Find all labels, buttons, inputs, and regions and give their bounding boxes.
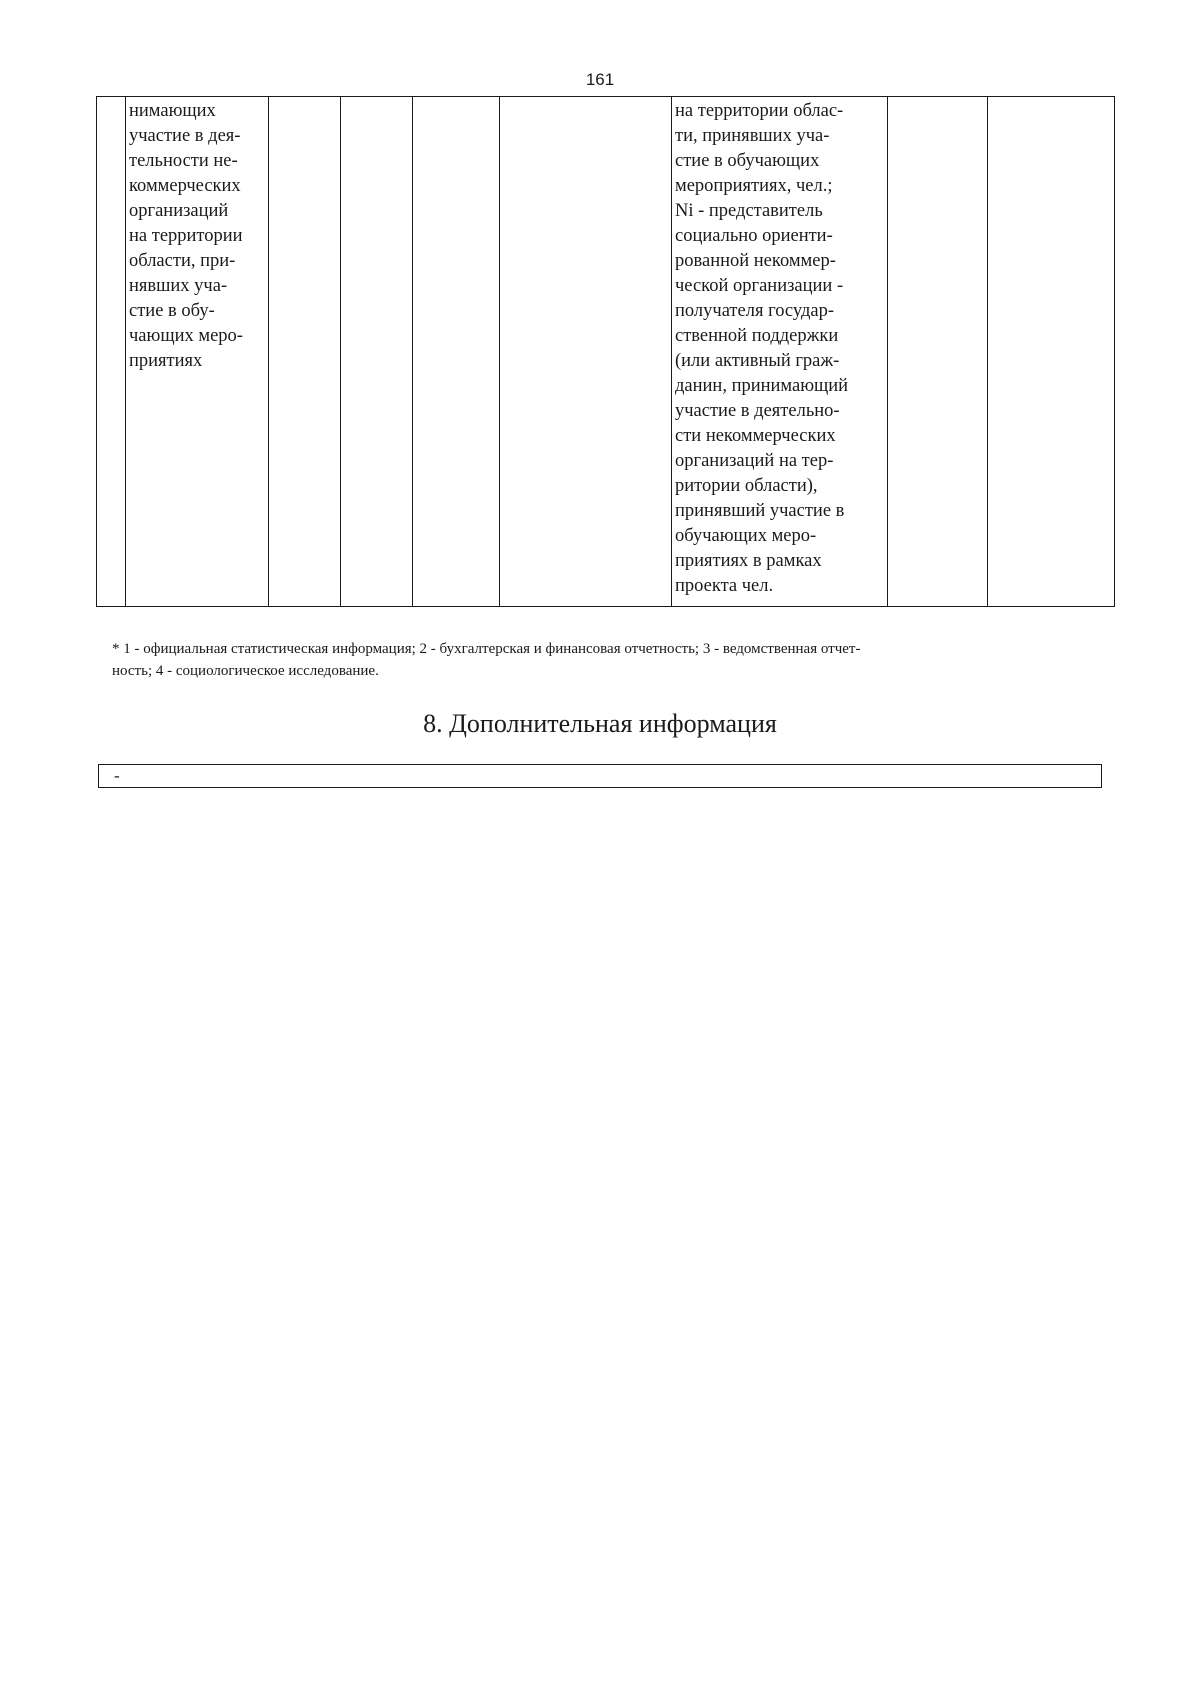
indicator-name-text xyxy=(126,97,268,374)
cell-line: обучающих меро- xyxy=(675,526,817,546)
cell-line: на территории xyxy=(129,226,243,246)
cell-line: стие в обучающих xyxy=(675,151,820,171)
cell-line: приятиях xyxy=(129,351,203,371)
table-row xyxy=(97,97,1115,607)
cell-line: проекта чел. xyxy=(675,576,774,596)
cell-line: ритории области), xyxy=(675,476,818,496)
cell-line: ческой организации - xyxy=(675,276,844,296)
cell-line: участие в дея- xyxy=(129,126,241,146)
cell-line: (или активный граж- xyxy=(675,351,840,371)
cell-line: участие в деятельно- xyxy=(675,401,840,421)
methodology-text xyxy=(672,97,887,599)
cell-line: получателя государ- xyxy=(675,301,835,321)
footnote-line: * 1 - официальная статистическая информация; 2 - бухгалтерская и финансовая отчетность; 3 - ведомственная отчет- xyxy=(112,641,861,657)
indicator-table xyxy=(96,96,1115,607)
cell-line: рованной некоммер- xyxy=(675,251,836,271)
cell-line: коммерческих xyxy=(129,176,241,196)
cell-line: мероприятиях, чел.; xyxy=(675,176,833,196)
page-number: 161 xyxy=(585,70,615,89)
cell-line: принявший участие в xyxy=(675,501,845,521)
cell-line: нимающих xyxy=(129,101,216,121)
cell-line: тельности не- xyxy=(129,151,238,171)
cell-line: социально ориенти- xyxy=(675,226,833,246)
table-cell xyxy=(500,97,672,607)
additional-info-text: - xyxy=(114,766,120,785)
cell-line: сти некоммерческих xyxy=(675,426,836,446)
section-title: 8. Дополнительная информация xyxy=(423,709,777,738)
footnote xyxy=(112,638,1097,682)
cell-line: Ni - представитель xyxy=(675,201,823,221)
cell-line: ственной поддержки xyxy=(675,326,839,346)
cell-line: стие в обу- xyxy=(129,301,215,321)
table-cell-indicator-name xyxy=(126,97,269,607)
cell-line: на территории облас- xyxy=(675,101,844,121)
cell-line: ти, принявших уча- xyxy=(675,126,830,146)
table-cell xyxy=(269,97,341,607)
cell-line: организаций на тер- xyxy=(675,451,834,471)
cell-line: чающих меро- xyxy=(129,326,243,346)
cell-line: приятиях в рамках xyxy=(675,551,822,571)
cell-line: данин, принимающий xyxy=(675,376,849,396)
cell-line: области, при- xyxy=(129,251,236,271)
footnote-line: ность; 4 - социологическое исследование. xyxy=(112,663,379,679)
table-cell xyxy=(988,97,1115,607)
additional-info-box xyxy=(98,764,1102,788)
cell-line: нявших уча- xyxy=(129,276,228,296)
table-cell xyxy=(413,97,500,607)
table-cell-number xyxy=(97,97,126,607)
table-cell-methodology xyxy=(672,97,888,607)
cell-line: организаций xyxy=(129,201,229,221)
table-cell xyxy=(341,97,413,607)
table-cell xyxy=(888,97,988,607)
